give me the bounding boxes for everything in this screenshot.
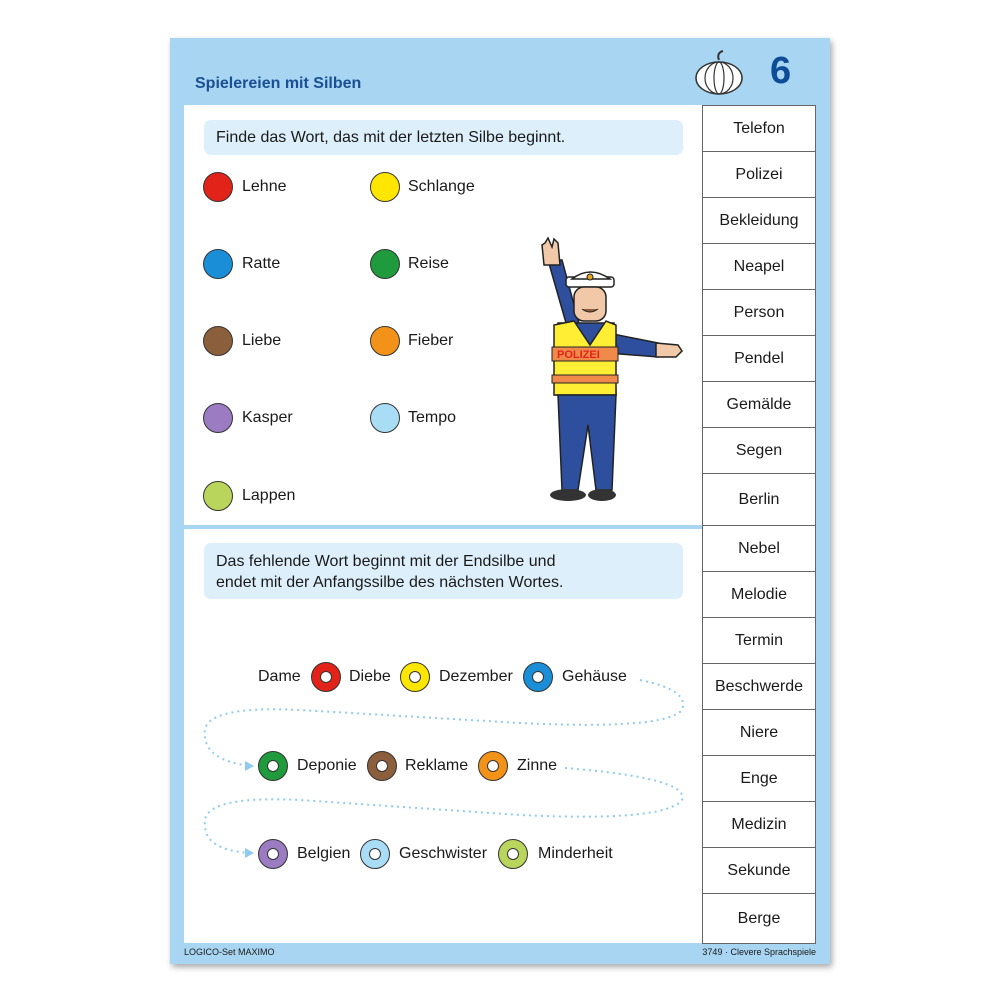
item-word: Lappen xyxy=(242,487,296,504)
chain-word: Minderheit xyxy=(538,845,613,862)
color-ring[interactable] xyxy=(478,751,508,781)
item-word: Ratte xyxy=(242,255,281,272)
chain-word: Dame xyxy=(258,668,301,685)
chain-word: Zinne xyxy=(517,757,558,774)
color-ring[interactable] xyxy=(360,839,390,869)
vest-text: POLIZEI xyxy=(557,349,600,361)
chain-word: Dezember xyxy=(439,668,513,685)
item-word: Tempo xyxy=(408,409,457,426)
color-ring[interactable] xyxy=(498,839,528,869)
color-ring[interactable] xyxy=(258,839,288,869)
sidebar-word-cell[interactable]: Beschwerde xyxy=(702,663,816,710)
footer-left: LOGICO-Set MAXIMO xyxy=(184,947,275,957)
sidebar-word-cell[interactable]: Termin xyxy=(702,617,816,664)
sidebar-word-cell[interactable]: Telefon xyxy=(702,105,816,152)
color-ring[interactable] xyxy=(258,751,288,781)
chain-word: Diebe xyxy=(349,668,391,685)
instruction-1: Finde das Wort, das mit der letzten Silbe beginnt. xyxy=(204,120,683,155)
sidebar-word-cell[interactable]: Berge xyxy=(702,893,816,944)
item-word: Reise xyxy=(408,255,449,272)
sidebar-word-cell[interactable]: Berlin xyxy=(702,473,816,526)
sidebar-word-cell[interactable]: Nebel xyxy=(702,525,816,572)
item-word: Kasper xyxy=(242,409,293,426)
item-word: Schlange xyxy=(408,178,475,195)
chain-word: Geschwister xyxy=(399,845,488,862)
sidebar-word-cell[interactable]: Enge xyxy=(702,755,816,802)
sidebar-word-cell[interactable]: Bekleidung xyxy=(702,197,816,244)
sidebar-word-cell[interactable]: Niere xyxy=(702,709,816,756)
sidebar-word-cell[interactable]: Segen xyxy=(702,427,816,474)
instruction-2-line-1: Das fehlende Wort beginnt mit der Endsilbe und xyxy=(216,553,556,570)
sidebar-word-cell[interactable]: Gemälde xyxy=(702,381,816,428)
sidebar-word-cell[interactable]: Melodie xyxy=(702,571,816,618)
page-number: 6 xyxy=(770,50,792,92)
sidebar-word-cell[interactable]: Pendel xyxy=(702,335,816,382)
chain-word: Reklame xyxy=(405,757,469,774)
color-ring[interactable] xyxy=(400,662,430,692)
color-ring[interactable] xyxy=(367,751,397,781)
item-word: Fieber xyxy=(408,332,454,349)
sidebar-word-cell[interactable]: Medizin xyxy=(702,801,816,848)
chain-word: Gehäuse xyxy=(562,668,627,685)
color-ring[interactable] xyxy=(311,662,341,692)
color-ring[interactable] xyxy=(523,662,553,692)
sidebar-word-cell[interactable]: Sekunde xyxy=(702,847,816,894)
page-title: Spielereien mit Silben xyxy=(195,75,362,92)
instruction-2-line-2: endet mit der Anfangssilbe des nächsten Wortes. xyxy=(216,574,564,591)
item-word: Liebe xyxy=(242,332,282,349)
sidebar-word-cell[interactable]: Neapel xyxy=(702,243,816,290)
sidebar-word-cell[interactable]: Person xyxy=(702,289,816,336)
sidebar-word-cell[interactable]: Polizei xyxy=(702,151,816,198)
chain-word: Deponie xyxy=(297,757,357,774)
chain-word: Belgien xyxy=(297,845,351,862)
item-word: Lehne xyxy=(242,178,287,195)
footer-right: 3749 · Clevere Sprachspiele xyxy=(702,947,816,957)
